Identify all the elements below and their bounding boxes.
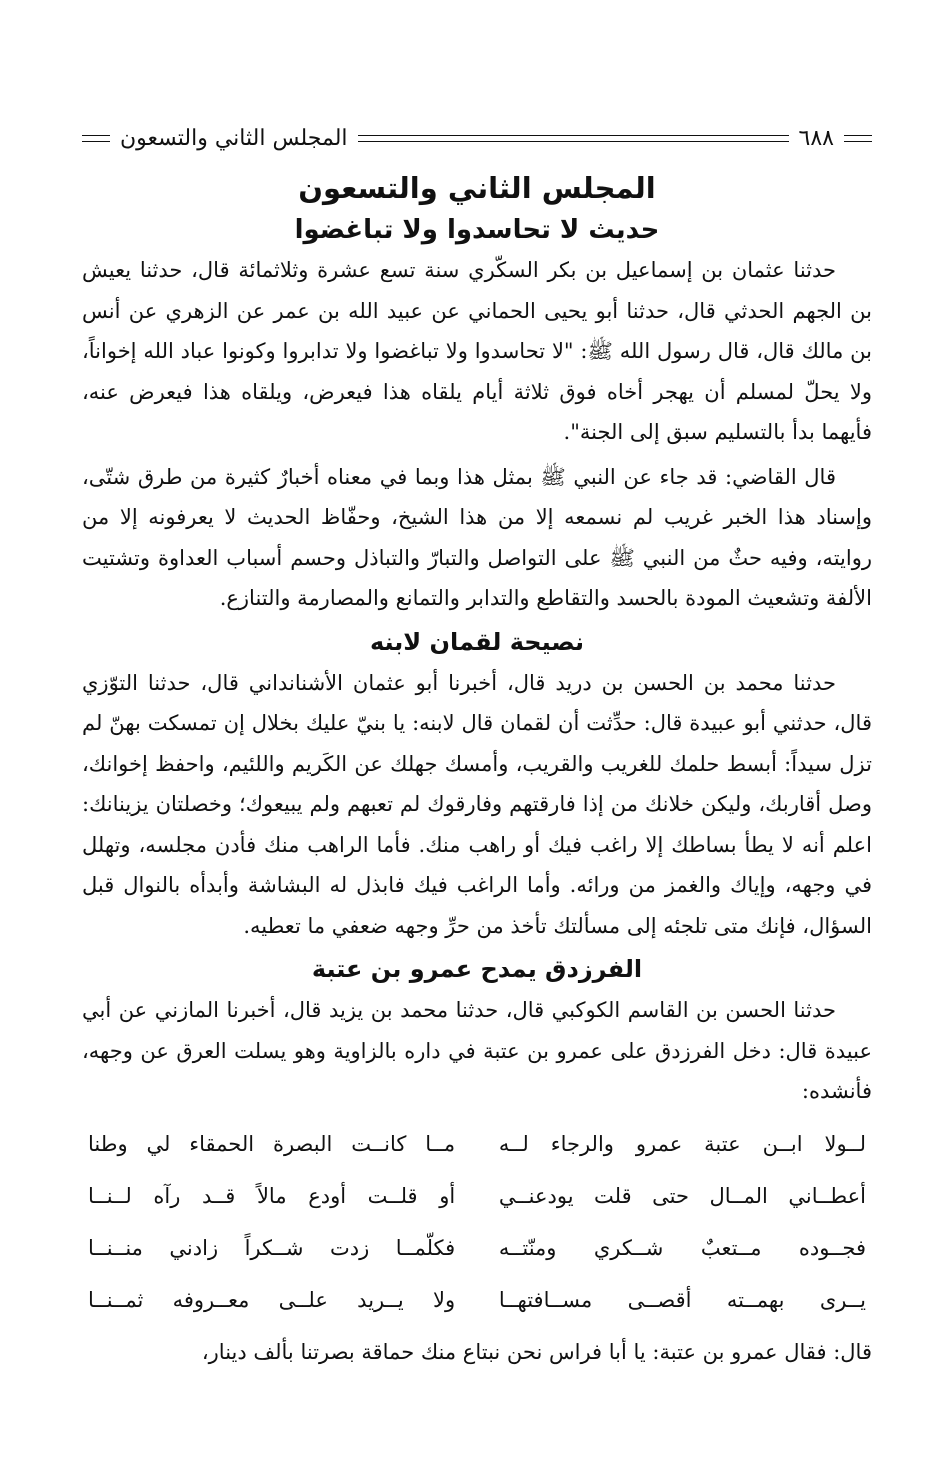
section-heading-hadith: حديث لا تحاسدوا ولا تباغضوا xyxy=(294,215,660,245)
poem-verse xyxy=(82,1222,872,1274)
verse-first-hemistich: لــولا ابــن عتبة عمرو والرجاء لــه xyxy=(498,1131,866,1156)
closing-line: قال: فقال عمرو بن عتبة: يا أبا فراس نحن نبتاع منك حماقة بصرتنا بألف دينار، xyxy=(201,1339,872,1364)
verse-first-hemistich: فجــوده مــتعبٌ شــكري ومنّتــه xyxy=(498,1235,866,1260)
verse-second-hemistich: أو قلــت أودع مالاً قــد رآه لــنــا xyxy=(88,1183,456,1208)
verse-first-hemistich: يــرى بهمــته أقصــى مســافتهــا xyxy=(498,1287,866,1312)
poem-verse xyxy=(82,1170,872,1222)
header-rule-right xyxy=(844,135,872,142)
paragraph: حدثنا عثمان بن إسماعيل بن بكر السكّري سنة تسع عشرة وثلاثمائة قال، حدثنا يعيش بن الجهم الحدثي قال، حدثنا أبو يحيى الحماني عن عبيد الله بن عمر عن الزهري عن أنس بن مالك قال، قال رسول الله ﷺ: "لا تحاسدوا ولا تباغضوا ولا تدابروا وكونوا عباد الله إخواناً، ولا يحلّ لمسلم أن يهجر أخاه فوق ثلاثة أيام يلقاه هذا فيعرض، ويلقاه هذا فيعرض عنه، فأيهما بدأ بالتسليم سبق إلى الجنة". xyxy=(82,258,872,444)
book-page xyxy=(82,118,872,1374)
verse-second-hemistich: فكلّمــا زدت شــكراً زادني منــنــا xyxy=(88,1235,456,1260)
section-heading-luqman: نصيحة لقمان لابنه xyxy=(369,627,585,656)
running-title: المجلس الثاني والتسعون xyxy=(120,125,348,151)
page-number: ٦٨٨ xyxy=(798,125,834,151)
paragraph: قال القاضي: قد جاء عن النبي ﷺ بمثل هذا وبما في معناه أخبارٌ كثيرة من طرق شتّى، وإسناد هذا الخبر غريب لم نسمعه إلا من هذا الشيخ، وحفّاظ الحديث لا يعرفونه إلا من روايته، وفيه حثٌ من النبي ﷺ على التواصل والتبارّ والتباذل وحسم أسباب العداوة وتشتيت الألفة وتشعيث المودة بالحسد والتقاطع والتدابر والتمانع والمصارمة والتنازع. xyxy=(82,464,872,610)
running-header xyxy=(82,118,872,158)
verse-second-hemistich: ولا يــريد علــى معــروفه ثمــنــا xyxy=(88,1287,456,1312)
chapter-title: المجلس الثاني والتسعون xyxy=(298,171,656,205)
header-rule-left xyxy=(82,135,110,142)
verse-second-hemistich: مــا كانــت البصرة الحمقاء لي وطنا xyxy=(88,1131,456,1156)
paragraph: حدثنا الحسن بن القاسم الكوكبي قال، حدثنا محمد بن يزيد قال، أخبرنا المازني عن أبي عبيدة قال: دخل الفرزدق على عمرو بن عتبة في داره بالزاوية وهو يسلت العرق عن وجهه، فأنشده: xyxy=(82,998,872,1103)
paragraph: حدثنا محمد بن الحسن بن دريد قال، أخبرنا أبو عثمان الأشنانداني قال، حدثنا التوّزي قال، حدثني أبو عبيدة قال: حدِّثت أن لقمان قال لابنه: يا بنيّ عليك بخلال إن تمسكت بهنّ لم تزل سيداً: أبسط حلمك للغريب والقريب، وأمسك جهلك عن الكَريم واللئيم، واحفظ إخوانك، وصل أقاربك، وليكن خلانك من إذا فارقتهم وفارقوك لم تعبهم ولم يبيعوك؛ وخصلتان يزينانك: اعلم أنه لا يطأ بساطك إلا راغب فيك أو راهب منك. فأما الراهب منك فأدن مجلسه، وتهلل في وجهه، وإياك والغمز من ورائه. وأما الراغب فيك فابذل له البشاشة وأبدأه بالنوال قبل السؤال، فإنك متى تلجئه إلى مسألتك تأخذ من حرِّ وجهه ضعفي ما تعطيه. xyxy=(82,670,872,938)
verse-first-hemistich: أعطــاني المــال حتى قلت يودعنــي xyxy=(498,1183,866,1208)
poem-verse xyxy=(82,1118,872,1170)
header-rule-middle xyxy=(358,135,789,142)
poem-verse xyxy=(82,1274,872,1326)
poem xyxy=(82,1118,872,1326)
section-heading-farazdaq: الفرزدق يمدح عمرو بن عتبة xyxy=(311,955,643,983)
